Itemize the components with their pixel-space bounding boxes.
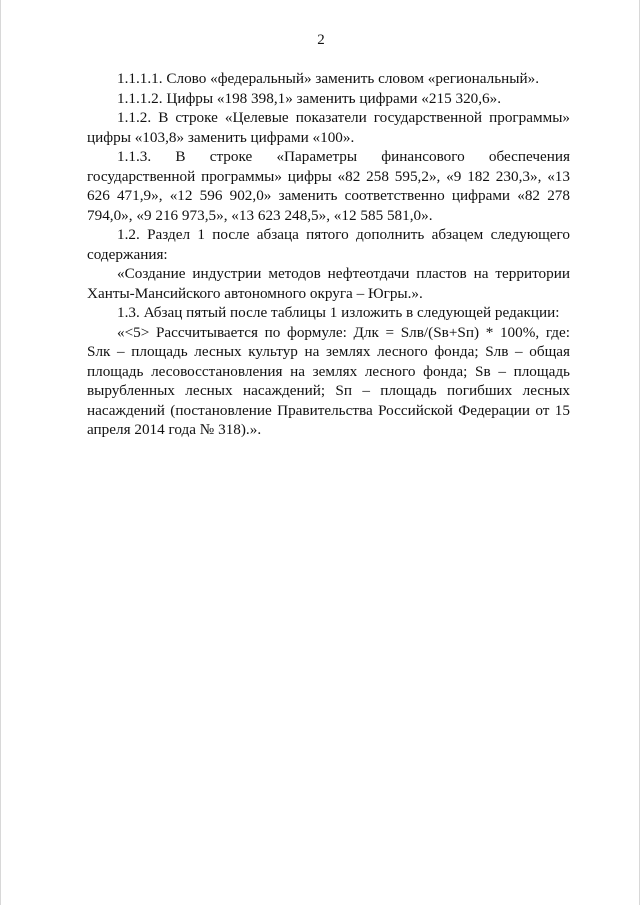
page-number: 2 (317, 32, 325, 48)
paragraph-1-2: 1.2. Раздел 1 после абзаца пятого дополнить абзацем следующего содержания: (87, 226, 570, 263)
paragraph-inserted-text: «Создание индустрии методов нефтеотдачи пластов на территории Ханты-Мансийского автономного округа – Югры.». (87, 265, 570, 302)
paragraph-1-1-1-1: 1.1.1.1. Слово «федеральный» заменить словом «региональный». (117, 70, 540, 87)
paragraph-formula-note: «<5> Рассчитывается по формуле: Длк = Sлв/(Sв+Sп) * 100%, где: Sлк – площадь лесных культур на землях лесного фонда; Sлв – общая площадь лесовосстановления на землях лесного фонда; Sв – площадь вырубленных лесных насаждений; Sп – площадь погибших лесных насаждений (постановление Правительства Российской Федерации от 15 апреля 2014 года № 318).». (87, 323, 570, 438)
document-body (87, 69, 570, 440)
paragraph-1-1-3: 1.1.3. В строке «Параметры финансового обеспечения государственной программы» цифры «82 258 595,2», «9 182 230,3», «13 626 471,9», «12 596 902,0» заменить соответственно цифрами «82 278 794,0», «9 216 973,5», «13 623 248,5», «12 585 581,0». (87, 148, 570, 224)
paragraph-1-1-1-2: 1.1.1.2. Цифры «198 398,1» заменить цифрами «215 320,6». (117, 89, 502, 107)
paragraph-1-3: 1.3. Абзац пятый после таблицы 1 изложить в следующей редакции: (117, 304, 560, 321)
paragraph-1-1-2: 1.1.2. В строке «Целевые показатели государственной программы» цифры «103,8» заменить цифрами «100». (87, 109, 570, 146)
